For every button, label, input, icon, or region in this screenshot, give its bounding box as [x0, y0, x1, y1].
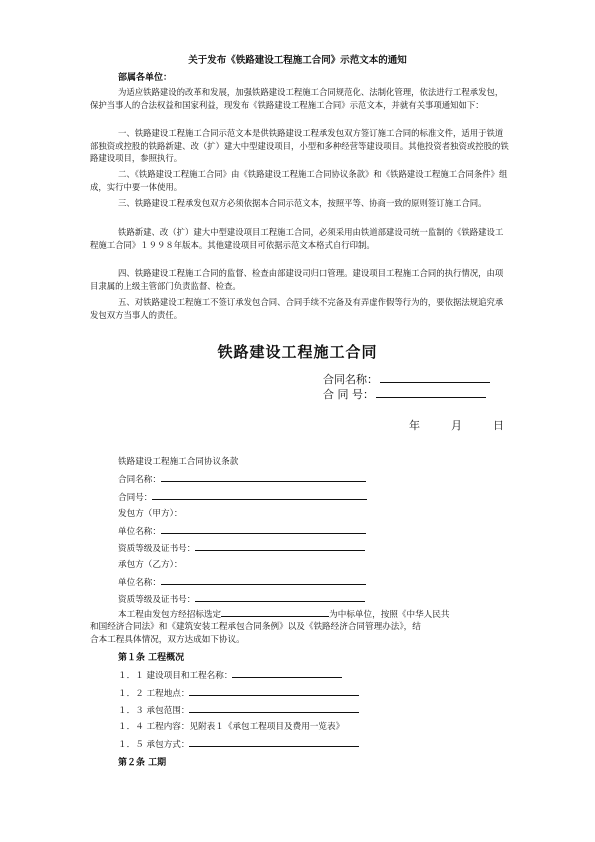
agreement-field — [118, 558, 182, 570]
agreement-field — [118, 490, 367, 503]
field-label: 合同号： — [118, 493, 153, 503]
notice-paragraph: 铁路新建、改（扩）建大中型建设项目工程施工合同，必须采用由铁道部建设司统一监制的《铁路建设工程施工合同》１９９８年版本。其他建设项目可依据示范文本格式自行印制。 — [90, 227, 504, 250]
date-month: 月 — [451, 419, 462, 432]
field-blank — [195, 541, 365, 551]
winner-blank — [221, 607, 329, 617]
agreement-field — [118, 592, 365, 605]
field-blank — [161, 472, 366, 482]
article-2-heading: 第２条 工期 — [118, 758, 167, 768]
item-blank — [189, 703, 359, 713]
notice-paragraph: 二、《铁路建设工程施工合同》由《铁路建设工程施工合同协议条款》和《铁路建设工程施工合同条件》组成，实行中要一体使用。 — [90, 169, 508, 192]
field-label: 合同名称： — [118, 475, 161, 485]
agreement-intro — [118, 607, 449, 620]
agreement-field — [118, 524, 366, 537]
contract-number-blank — [376, 386, 486, 398]
item-blank — [189, 737, 359, 747]
article-item — [118, 686, 359, 699]
agreement-intro: 和国经济合同法》和《建筑安装工程承包合同条例》以及《铁路经济合同管理办法》，结 — [90, 622, 421, 632]
contract-title: 铁路建设工程施工合同 — [217, 343, 378, 361]
agreement-intro: 合本工程具体情况，双方达成如下协议。 — [90, 635, 245, 645]
field-blank — [195, 592, 365, 602]
article-item: １．４ 工程内容：见附表１《承包工程项目及费用一览表》 — [118, 722, 345, 732]
field-label: 资质等级及证书号： — [118, 544, 196, 554]
agreement-field — [118, 472, 366, 485]
notice-paragraph: 三、铁路建设工程承发包双方必须依据本合同示范文本，按照平等、协商一致的原则签订施工合同。 — [118, 198, 487, 208]
item-label: １．３ 承包范围： — [118, 706, 190, 716]
item-blank — [189, 686, 359, 696]
agreement-field — [118, 575, 366, 588]
date-year: 年 — [409, 419, 420, 432]
contract-name-label: 合同名称： — [323, 373, 378, 386]
field-blank — [161, 524, 366, 534]
field-blank — [161, 575, 366, 585]
field-blank — [152, 490, 367, 500]
field-label: 单位名称： — [118, 578, 161, 588]
date-day: 日 — [493, 419, 504, 432]
intro-text: 为中标单位，按照《中华人民共 — [329, 610, 450, 620]
contract-name-field — [323, 371, 490, 387]
notice-paragraph: 五、对铁路建设工程施工不签订承发包合同、合同手续不完备及有弄虚作假等行为的，要依据法规追究承发包双方当事人的责任。 — [90, 297, 504, 320]
agreement-field — [118, 541, 365, 554]
contract-number-field — [323, 386, 486, 402]
notice-paragraph: 一、铁路建设工程施工合同示范文本是供铁路建设工程承发包双方签订施工合同的标准文件，适用于铁道部独资或控股的铁路新建、改（扩）建大中型建设项目，小型和多种经营等建设项目。其他投资者独资或控股的铁路建设项目，参照执行。 — [90, 128, 509, 164]
article-item — [118, 737, 359, 750]
agreement-field — [118, 507, 182, 519]
field-label: 单位名称： — [118, 527, 161, 537]
notice-paragraph: 为适应铁路建设的改革和发展，加强铁路建设工程施工合同规范化、法制化管理，依法进行工程承发包，保护当事人的合法权益和国家利益，现发布《铁路建设工程施工合同》示范文本，并就有关事项通知如下： — [90, 87, 504, 110]
article-item — [118, 668, 342, 681]
notice-paragraph: 四、铁路建设工程施工合同的监督、检查由部建设司归口管理。建设项目工程施工合同的执行情况，由项目隶属的上级主管部门负责监督、检查。 — [90, 268, 504, 291]
item-label: １．１ 建设项目和工程名称： — [118, 671, 233, 681]
article-1-heading: 第１条 工程概况 — [118, 653, 185, 663]
agreement-heading: 铁路建设工程施工合同协议条款 — [118, 457, 239, 467]
contract-name-blank — [380, 371, 490, 383]
salutation: 部属各单位： — [118, 73, 173, 83]
contract-number-label: 合 同 号： — [323, 388, 374, 401]
item-label: １．２ 工程地点： — [118, 689, 190, 699]
notice-title: 关于发布《铁路建设工程施工合同》示范文本的通知 — [188, 55, 407, 66]
item-blank — [232, 668, 342, 678]
intro-text: 本工程由发包方经招标选定 — [118, 610, 222, 620]
item-label: １．５ 承包方式： — [118, 740, 190, 750]
field-label: 发包方（甲方）： — [118, 509, 183, 519]
field-label: 资质等级及证书号： — [118, 595, 196, 605]
field-label: 承包方（乙方）： — [118, 560, 183, 570]
article-item — [118, 703, 359, 716]
